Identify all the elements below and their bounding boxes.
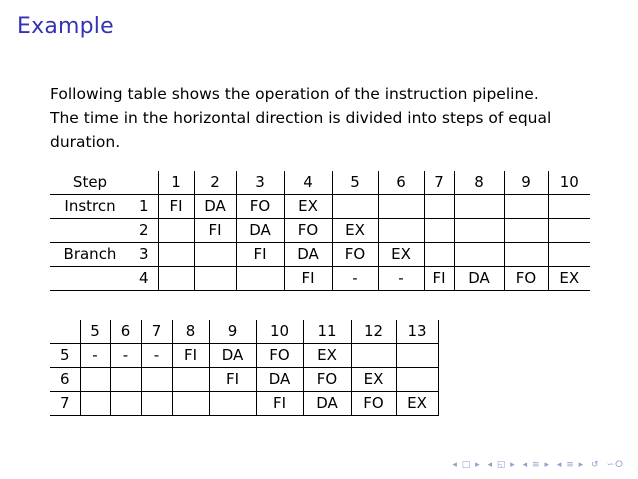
table-cell: 2 [130,219,158,243]
header-cell: 5 [80,320,110,344]
table-cell: FO [332,243,378,267]
nav-back-icon[interactable]: ↺ [591,460,600,470]
table-row [50,243,590,267]
table-cell [548,219,590,243]
table-cell: FI [158,195,194,219]
header-cell: 3 [236,171,284,195]
table-cell [504,243,548,267]
table-cell [454,243,504,267]
table-cell: 6 [50,368,80,392]
table-cell: FI [172,344,209,368]
table-cell [424,219,454,243]
table-cell: EX [303,344,351,368]
table-cell [548,243,590,267]
beamer-navigation [449,460,624,470]
table-cell: EX [351,368,396,392]
table-cell [80,392,110,416]
table-cell: FO [284,219,332,243]
paragraph-line: The time in the horizontal direction is divided into steps of equal [50,109,552,127]
table-cell: 1 [130,195,158,219]
header-cell: Step [50,171,130,195]
header-cell: 11 [303,320,351,344]
table-cell [378,219,424,243]
header-cell: 7 [141,320,172,344]
table-cell [504,219,548,243]
table-cell: DA [284,243,332,267]
header-cell: 9 [504,171,548,195]
table-cell: - [110,344,141,368]
table-cell: Instrcn [50,195,130,219]
table-cell: FO [256,344,303,368]
table-cell: DA [194,195,236,219]
header-cell: 7 [424,171,454,195]
table-cell [396,344,438,368]
table-cell [172,392,209,416]
table-cell [548,195,590,219]
table-cell [332,195,378,219]
table-cell: - [141,344,172,368]
table-cell: FO [236,195,284,219]
table-cell [424,243,454,267]
header-cell: 9 [209,320,256,344]
table-row [50,392,438,416]
table-cell: FI [194,219,236,243]
header-cell: 10 [256,320,303,344]
table-cell: DA [236,219,284,243]
table-cell [504,195,548,219]
header-cell: 6 [378,171,424,195]
table-cell [158,267,194,291]
table-cell: EX [396,392,438,416]
table-cell: 7 [50,392,80,416]
header-cell: 1 [158,171,194,195]
table-cell [194,267,236,291]
header-cell [50,320,80,344]
slide-title: Example [17,14,114,39]
table-cell: 3 [130,243,158,267]
table-cell [50,267,130,291]
table-header-row [50,171,590,195]
paragraph-line: Following table shows the operation of the instruction pipeline. [50,85,539,103]
table-cell: - [80,344,110,368]
table-cell: EX [548,267,590,291]
nav-first-icon[interactable]: ◂ □ ▸ [452,460,481,470]
table-cell [454,219,504,243]
table-cell [236,267,284,291]
table-cell [158,219,194,243]
table-cell [110,392,141,416]
pipeline-table-main [50,171,590,291]
table-cell [141,392,172,416]
header-cell: 6 [110,320,141,344]
table-cell [172,368,209,392]
pipeline-table-branch [50,320,439,416]
table-cell [454,195,504,219]
nav-section-icon[interactable]: ◂ ≡ ▸ [522,460,550,470]
table-cell [378,195,424,219]
table-header-row [50,320,438,344]
table-row [50,195,590,219]
header-cell: 2 [194,171,236,195]
table-cell: - [332,267,378,291]
header-cell: 8 [172,320,209,344]
table-cell: FO [351,392,396,416]
table-cell [110,368,141,392]
header-cell [130,171,158,195]
table-cell: 4 [130,267,158,291]
table-cell: FI [424,267,454,291]
header-cell: 10 [548,171,590,195]
table-cell: Branch [50,243,130,267]
table-cell [80,368,110,392]
nav-prev-icon[interactable]: ◂ ◱ ▸ [487,460,516,470]
header-cell: 12 [351,320,396,344]
table-cell [396,368,438,392]
table-cell: FI [209,368,256,392]
intro-paragraph [50,82,610,154]
table-row [50,368,438,392]
nav-search-icon[interactable]: ∽ⵔ [606,460,624,470]
table-cell [141,368,172,392]
table-cell: FO [504,267,548,291]
table-cell: EX [332,219,378,243]
table-cell: DA [256,368,303,392]
paragraph-line: duration. [50,133,121,151]
table-cell [351,344,396,368]
header-cell: 4 [284,171,332,195]
table-cell: - [378,267,424,291]
table-cell: FI [284,267,332,291]
table-cell: DA [303,392,351,416]
table-cell [194,243,236,267]
table-cell: FI [236,243,284,267]
table-row [50,267,590,291]
table-cell: EX [284,195,332,219]
table-cell: 5 [50,344,80,368]
header-cell: 5 [332,171,378,195]
table-row [50,219,590,243]
header-cell: 13 [396,320,438,344]
table-cell [209,392,256,416]
table-row [50,344,438,368]
table-cell [424,195,454,219]
table-cell: DA [209,344,256,368]
table-cell: EX [378,243,424,267]
table-cell: FI [256,392,303,416]
table-cell [50,219,130,243]
nav-subsection-icon[interactable]: ◂ ≡ ▸ [556,460,585,470]
header-cell: 8 [454,171,504,195]
table-cell: FO [303,368,351,392]
table-cell: DA [454,267,504,291]
table-cell [158,243,194,267]
